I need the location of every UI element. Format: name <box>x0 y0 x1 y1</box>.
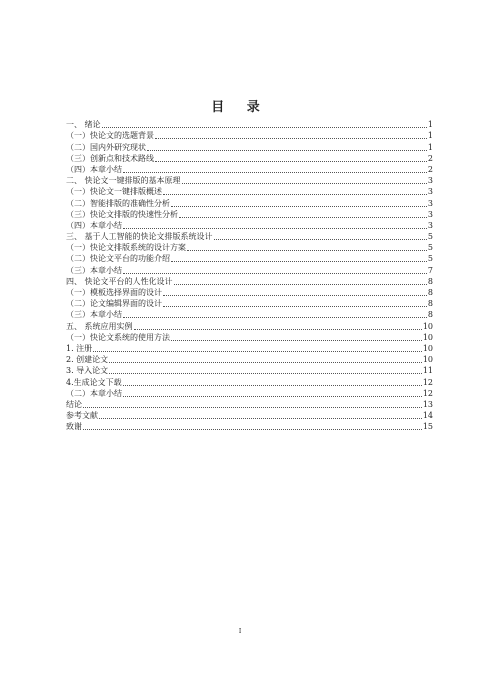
toc-dot-leader <box>171 205 427 207</box>
toc-dot-leader <box>123 227 427 229</box>
toc-entry-page: 1 <box>427 142 433 152</box>
toc-entry[interactable] <box>66 287 433 298</box>
toc-dot-leader <box>83 428 422 430</box>
toc-entry-page: 10 <box>422 321 433 331</box>
toc-dot-leader <box>99 417 422 419</box>
toc-dot-leader <box>147 149 427 151</box>
toc-entry-page: 3 <box>427 187 433 197</box>
toc-entry-label: 四、 快论文平台的人性化设计 <box>66 276 173 286</box>
toc-entry-label: 一、 绪论 <box>66 120 101 130</box>
toc-entry-page: 13 <box>422 399 433 409</box>
toc-entry-label: （二）快论文平台的功能介绍 <box>66 254 170 264</box>
toc-dot-leader <box>155 160 427 162</box>
toc-entry-label: （一）快论文排版系统的设计方案 <box>66 243 186 253</box>
toc-entry-page: 3 <box>427 176 433 186</box>
toc-dot-leader <box>187 249 427 251</box>
toc-entry-page: 10 <box>422 343 433 353</box>
toc-entry[interactable] <box>66 410 433 421</box>
toc-entry-label: （二）本章小结 <box>66 388 122 398</box>
toc-entry-page: 8 <box>427 288 433 297</box>
toc-entry-page: 10 <box>422 355 433 365</box>
toc-entry[interactable] <box>66 276 433 287</box>
toc-entry-page: 15 <box>422 422 433 432</box>
toc-entry-page: 3 <box>427 198 433 208</box>
toc-dot-leader <box>123 395 422 397</box>
toc-entry-label: （一）快论文的选题背景 <box>66 131 154 141</box>
toc-entry[interactable] <box>66 332 433 343</box>
toc-entry-label: 3. 导入论文 <box>66 366 109 376</box>
toc-dot-leader <box>174 283 427 285</box>
toc-entry-label: 致谢 <box>66 422 82 432</box>
toc-entry[interactable] <box>66 320 433 331</box>
toc-entry[interactable] <box>66 253 433 264</box>
toc-entry-page: 14 <box>422 411 433 421</box>
toc-entry[interactable] <box>66 298 433 309</box>
toc-entry-page: 7 <box>427 265 433 275</box>
toc-dot-leader <box>109 361 422 363</box>
toc-entry[interactable] <box>66 309 433 320</box>
toc-entry-page: 10 <box>422 332 433 342</box>
toc-dot-leader <box>163 193 427 195</box>
toc-entry-page: 1 <box>427 131 433 141</box>
toc-entry[interactable] <box>66 399 433 410</box>
toc-entry[interactable] <box>66 365 433 376</box>
table-of-contents <box>66 119 433 432</box>
toc-entry[interactable] <box>66 231 433 242</box>
toc-entry[interactable] <box>66 119 433 130</box>
toc-entry-page: 5 <box>427 232 433 242</box>
toc-entry-page: 2 <box>427 153 433 163</box>
toc-entry[interactable] <box>66 421 433 432</box>
toc-entry-label: 4.生成论文下载 <box>66 377 122 387</box>
toc-entry[interactable] <box>66 141 433 152</box>
toc-entry[interactable] <box>66 264 433 275</box>
toc-entry-label: （二）国内外研究现状 <box>66 142 146 152</box>
toc-dot-leader <box>214 238 427 240</box>
toc-entry-page: 8 <box>427 299 433 309</box>
toc-entry-label: （三）本章小结 <box>66 310 122 320</box>
toc-dot-leader <box>179 216 427 218</box>
toc-dot-leader <box>163 305 427 307</box>
toc-entry-label: （三）本章小结 <box>66 265 122 275</box>
toc-entry-label: （一）快论文系统的使用方法 <box>66 332 170 342</box>
toc-dot-leader <box>155 137 427 139</box>
toc-entry-label: （一）模板选择界面的设计 <box>66 288 162 297</box>
toc-entry[interactable] <box>66 388 433 399</box>
toc-entry-page: 5 <box>427 243 433 253</box>
toc-entry-label: 三、 基于人工智能的快论文排版系统设计 <box>66 232 213 242</box>
toc-entry[interactable] <box>66 343 433 354</box>
toc-dot-leader <box>123 171 427 173</box>
toc-entry-label: （四）本章小结 <box>66 164 122 174</box>
toc-entry-label: （四）本章小结 <box>66 220 122 230</box>
toc-dot-leader <box>123 316 427 318</box>
toc-dot-leader <box>109 372 422 374</box>
toc-dot-leader <box>123 272 427 274</box>
toc-entry[interactable] <box>66 376 433 387</box>
toc-entry-page: 3 <box>427 220 433 230</box>
toc-entry-page: 3 <box>427 209 433 219</box>
toc-entry-label: （二）论文编辑界面的设计 <box>66 299 162 309</box>
toc-entry-page: 12 <box>422 377 433 387</box>
toc-dot-leader <box>163 294 427 296</box>
toc-entry[interactable] <box>66 164 433 175</box>
toc-entry-label: （一）快论文一键排版概述 <box>66 187 162 197</box>
toc-entry-page: 1 <box>427 120 433 130</box>
toc-dot-leader <box>171 339 422 341</box>
toc-entry[interactable] <box>66 354 433 365</box>
toc-entry-page: 2 <box>427 164 433 174</box>
toc-entry-label: 二、 快论文一键排版的基本原理 <box>66 176 181 186</box>
page-number: I <box>238 628 242 635</box>
toc-dot-leader <box>171 260 427 262</box>
toc-entry-label: （二）智能排版的准确性分析 <box>66 198 170 208</box>
toc-entry-label: （三）快论文排版的快速性分析 <box>66 209 178 219</box>
toc-entry-label: （三）创新点和技术路线 <box>66 153 154 163</box>
toc-entry[interactable] <box>66 153 433 164</box>
toc-entry-label: 1. 注册 <box>66 343 93 353</box>
toc-entry-page: 8 <box>427 310 433 320</box>
toc-entry-label: 2. 创建论文 <box>66 355 109 365</box>
toc-entry[interactable] <box>66 175 433 186</box>
toc-entry-page: 12 <box>422 388 433 398</box>
toc-dot-leader <box>182 182 427 184</box>
toc-dot-leader <box>134 328 422 330</box>
toc-entry[interactable] <box>66 242 433 253</box>
toc-entry-label: 五、 系统应用实例 <box>66 321 133 331</box>
toc-entry[interactable] <box>66 197 433 208</box>
toc-entry[interactable] <box>66 130 433 141</box>
toc-entry-page: 11 <box>422 366 433 376</box>
page-title: 目 录 <box>211 100 269 115</box>
toc-entry[interactable] <box>66 209 433 220</box>
toc-entry-label: 结论 <box>66 399 82 409</box>
toc-entry[interactable] <box>66 220 433 231</box>
toc-dot-leader <box>123 384 422 386</box>
toc-entry-page: 5 <box>427 254 433 264</box>
toc-dot-leader <box>102 126 427 128</box>
toc-entry[interactable] <box>66 186 433 197</box>
toc-entry-label: 参考文献 <box>66 411 98 421</box>
toc-dot-leader <box>83 406 422 408</box>
toc-dot-leader <box>93 350 422 352</box>
toc-entry-page: 8 <box>427 276 433 286</box>
